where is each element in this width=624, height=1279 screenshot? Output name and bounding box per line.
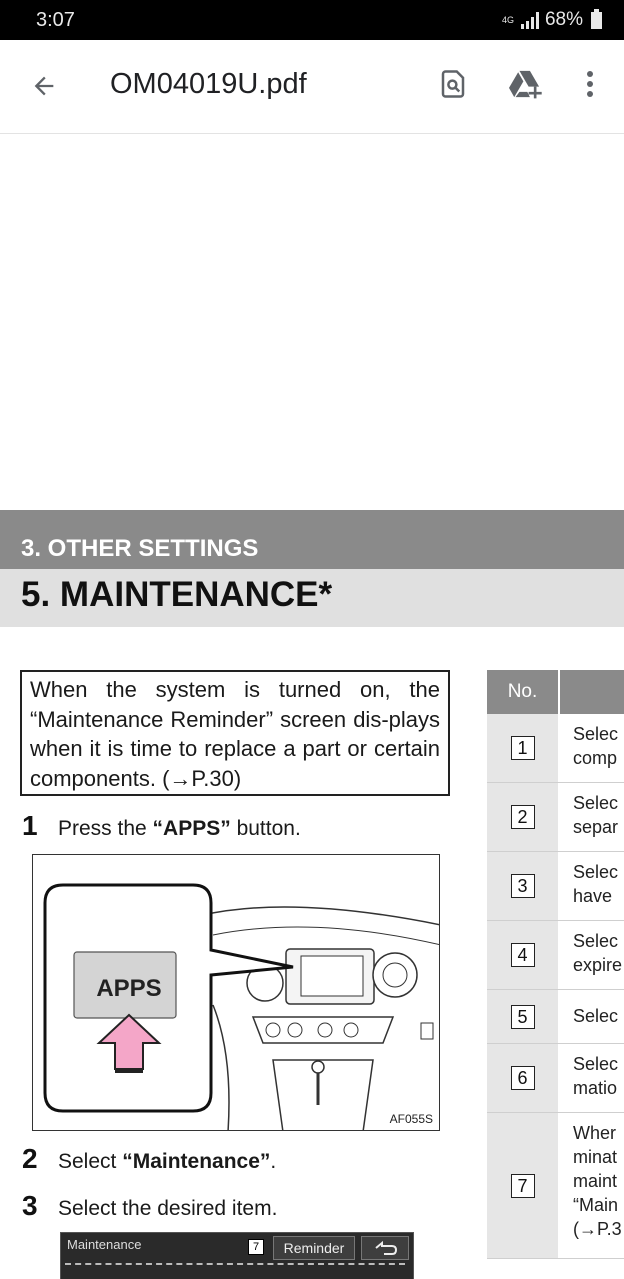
desc-line: (→P.3 xyxy=(573,1219,622,1239)
status-time: 3:07 xyxy=(36,9,75,31)
thumb-badge: 7 xyxy=(248,1239,264,1255)
status-bar xyxy=(0,0,624,40)
arrow-back-icon xyxy=(30,72,58,100)
figure-code: AF055S xyxy=(389,1112,433,1126)
step-2 xyxy=(22,1143,276,1175)
table-cell-no xyxy=(487,852,558,920)
back-button[interactable] xyxy=(22,64,66,108)
thumb-title: Maintenance xyxy=(67,1237,142,1252)
title-bar xyxy=(0,569,624,627)
info-note-text: When the system is turned on, the “Maintenance Reminder” screen dis-plays when it is time to replace a part or certain components. (→P.30) xyxy=(30,677,440,791)
signal-icon xyxy=(521,12,539,29)
add-to-drive-button[interactable] xyxy=(504,62,548,106)
table-cell-no xyxy=(487,714,558,782)
table-cell-desc xyxy=(558,921,624,989)
table-cell-no xyxy=(487,783,558,851)
step-3 xyxy=(22,1190,277,1222)
table-cell-desc xyxy=(558,783,624,851)
battery-percent: 68% xyxy=(544,9,583,30)
desc-line: have xyxy=(573,886,613,906)
find-in-page-button[interactable] xyxy=(431,62,475,106)
info-note xyxy=(20,670,450,796)
battery-icon xyxy=(591,12,602,29)
desc-line: Wher xyxy=(573,1123,617,1143)
desc-line: Selec xyxy=(573,862,619,882)
maintenance-screen-thumbnail xyxy=(60,1232,414,1279)
table-header-no: No. xyxy=(487,670,558,714)
desc-line: matio xyxy=(573,1078,618,1098)
table-header-desc xyxy=(560,670,624,714)
table-cell-desc xyxy=(558,852,624,920)
desc-line: Selec xyxy=(573,1054,619,1074)
item-number-box: 6 xyxy=(511,1066,535,1090)
table-cell-no xyxy=(487,921,558,989)
item-number-box: 2 xyxy=(511,805,535,829)
section-header xyxy=(0,510,624,569)
desc-line: “Main xyxy=(573,1195,619,1215)
table-cell-no xyxy=(487,990,558,1043)
step-text: Select the desired item. xyxy=(58,1197,278,1220)
more-vert-icon xyxy=(586,70,594,98)
table-row xyxy=(487,852,624,921)
desc-line: separ xyxy=(573,817,619,837)
desc-line: comp xyxy=(573,748,618,768)
desc-line: Selec xyxy=(573,931,619,951)
add-to-drive-icon xyxy=(509,69,543,99)
app-bar xyxy=(0,40,624,134)
thumb-back-icon xyxy=(361,1236,409,1260)
step-text: Select “Maintenance”. xyxy=(58,1150,277,1173)
table-cell-desc xyxy=(558,1113,624,1258)
item-number-box: 5 xyxy=(511,1005,535,1029)
item-number-box: 1 xyxy=(511,736,535,760)
status-icons xyxy=(501,9,602,31)
table-row xyxy=(487,783,624,852)
table-row xyxy=(487,1044,624,1113)
table-row xyxy=(487,1113,624,1259)
step-text: Press the “APPS” button. xyxy=(58,817,301,840)
section-label: 3. OTHER SETTINGS xyxy=(21,535,259,562)
table-row xyxy=(487,714,624,783)
maintenance-items-table xyxy=(487,670,624,1259)
desc-line: Selec xyxy=(573,793,619,813)
thumb-dashed-line xyxy=(65,1263,405,1279)
desc-line: Selec xyxy=(573,1006,619,1026)
thumb-reminder-button: Reminder xyxy=(273,1236,355,1260)
page-heading: 5. MAINTENANCE* xyxy=(21,575,333,614)
desc-line: minat xyxy=(573,1147,618,1167)
desc-line: Selec xyxy=(573,724,619,744)
dashboard-illustration xyxy=(33,855,440,1131)
step-1 xyxy=(22,810,301,842)
more-options-button[interactable] xyxy=(568,62,612,106)
apps-button-label: APPS xyxy=(96,975,162,1002)
table-cell-desc xyxy=(558,1044,624,1112)
step-number: 2 xyxy=(22,1143,38,1174)
table-header xyxy=(487,670,624,714)
table-body xyxy=(487,714,624,1259)
file-title: OM04019U.pdf xyxy=(110,68,307,100)
item-number-box: 7 xyxy=(511,1174,535,1198)
pdf-page xyxy=(0,510,624,1279)
table-cell-no xyxy=(487,1113,558,1258)
network-type-icon: 4G xyxy=(501,14,514,25)
table-row xyxy=(487,990,624,1044)
find-in-page-icon xyxy=(438,69,468,99)
desc-line: maint xyxy=(573,1171,618,1191)
item-number-box: 4 xyxy=(511,943,535,967)
table-cell-no xyxy=(487,1044,558,1112)
table-cell-desc xyxy=(558,714,624,782)
apps-button-figure xyxy=(32,854,440,1131)
table-cell-desc xyxy=(558,990,624,1043)
desc-line: expire xyxy=(573,955,623,975)
item-number-box: 3 xyxy=(511,874,535,898)
table-row xyxy=(487,921,624,990)
step-number: 3 xyxy=(22,1190,38,1221)
step-number: 1 xyxy=(22,810,38,841)
